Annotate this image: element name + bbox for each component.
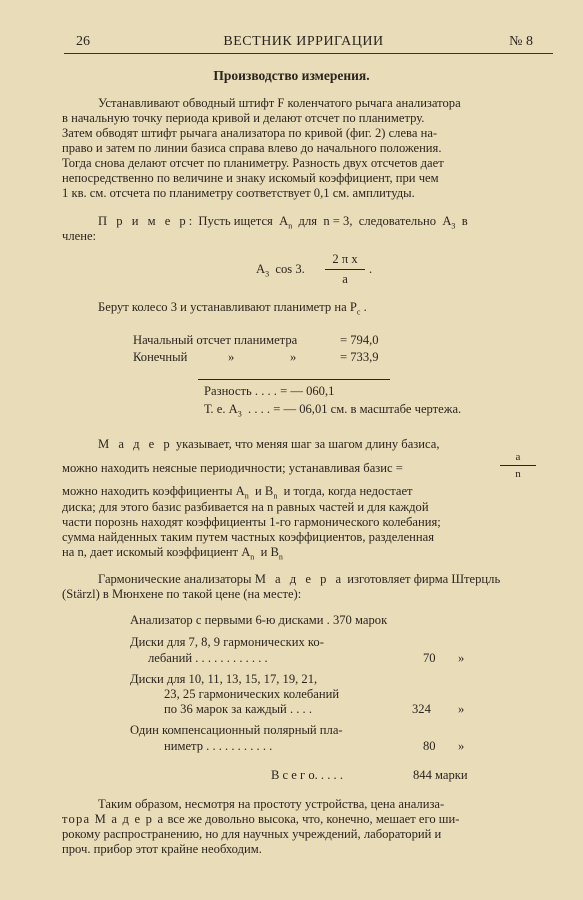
example-text: в (461, 214, 468, 228)
header-rule (64, 53, 553, 54)
para1-line: непосредственно по величине и знаку искомый коэффициент, при чем (62, 171, 439, 185)
para1-line: право и затем по линии базиса справа влево до начального положения. (62, 141, 442, 155)
ditto-mark: » (458, 702, 465, 716)
example-lead: П р и м е р: (98, 214, 196, 228)
berut-end: . (363, 300, 367, 314)
result-text: Т. е. A (204, 402, 238, 416)
para2-line: диска; для этого базис разбивается на n равных частей и для каждой (62, 500, 429, 514)
formula-denominator: a (342, 272, 348, 286)
para1-line: Затем обводят штифт рычага анализатора по кривой (фиг. 2) слева на- (62, 126, 438, 140)
coef-a3: A (442, 214, 452, 228)
para3-line: (Stärzl) в Мюнхене по такой цене (на месте): (62, 587, 302, 601)
price-line: ниметр . . . . . . . . . . . (164, 739, 273, 753)
para4-line: рокому распространению, но для научных учреждений, лабораторий и (62, 827, 442, 841)
difference-line: Разность . . . . = — 060,1 (204, 384, 335, 398)
berut-line (98, 300, 367, 320)
author-name: М а д е р а (254, 572, 345, 586)
para2-text: и B (255, 484, 274, 498)
running-header (64, 34, 543, 52)
ditto-mark: » (458, 651, 465, 665)
price-value: 70 (423, 651, 436, 665)
example-line (98, 214, 468, 234)
para2-line: части порознь находят коэффициенты 1-го гармонического колебания; (62, 515, 441, 529)
para2-line (62, 545, 283, 565)
para1-line: 1 кв. см. отсчета по планиметру соответствует 0,1 см. амплитуды. (62, 186, 415, 200)
coef-a: A (279, 214, 289, 228)
ditto-mark: » (228, 350, 235, 364)
result-text: . . . . = — 06,01 см. в масштабе чертежа. (248, 402, 462, 416)
para2-line: можно находить неясные периодичности; устанавливая базис = (62, 461, 403, 475)
para2-text: и тогда, когда недостает (283, 484, 413, 498)
formula-fraction (325, 252, 365, 287)
ditto-mark: » (458, 739, 465, 753)
para1-line: Тогда снова делают отсчет по планиметру. Разность двух отсчетов дает (62, 156, 444, 170)
base-fraction (498, 451, 538, 480)
para3-line (98, 572, 500, 587)
author-name: М а д е р (98, 437, 173, 451)
para3-text: изготовляет фирма Штерцль (347, 572, 501, 586)
para2-line: сумма найденных таким путем частных коэффициентов, разделенная (62, 530, 435, 544)
example-text: следовательно (358, 214, 437, 228)
price-line: по 36 марок за каждый . . . . (164, 702, 312, 716)
author-name: тора М а д е р а (62, 812, 165, 826)
para4-line: Таким образом, несмотря на простоту устройства, цена анализа- (98, 797, 445, 811)
para4-line (62, 812, 459, 827)
subscript: 3 (265, 269, 270, 279)
initial-reading-label: Начальный отсчет планиметра (133, 333, 298, 347)
example-text: для (298, 214, 318, 228)
subscript: n (250, 552, 255, 562)
para1-line: Устанавливают обводный штифт F коленчатого рычага анализатора (98, 96, 461, 110)
subscript: c (356, 307, 361, 317)
formula-cos: cos 3. (275, 262, 305, 276)
para2-text: и B (260, 545, 279, 559)
fraction-denominator: n (515, 468, 521, 480)
page-number: 26 (76, 34, 90, 49)
berut-text: Берут колесо 3 и устанавливают планиметр на P (98, 300, 357, 314)
price-line: Один компенсационный полярный пла- (130, 723, 343, 737)
initial-reading-value: = 794,0 (340, 333, 379, 347)
para4-line: проч. прибор этот крайне необходим. (62, 842, 262, 856)
journal-title: ВЕСТНИК ИРРИГАЦИИ (223, 34, 384, 49)
formula-left (256, 262, 305, 282)
subscript: n (244, 491, 249, 501)
price-line: 23, 25 гармонических колебаний (164, 687, 340, 701)
example-text: n = 3, (323, 214, 353, 228)
result-line (204, 402, 461, 422)
example-text: Пусть ищется (198, 214, 273, 228)
para2-text: на n, дает искомый коэффициент A (62, 545, 251, 559)
sum-rule (198, 379, 390, 380)
para3-text: Гармонические анализаторы (98, 572, 252, 586)
formula-a: A (256, 262, 266, 276)
formula-numerator: 2 π x (325, 252, 365, 270)
subscript: n (288, 221, 293, 231)
para4-text: все же довольно высока, что, конечно, мешает его ши- (167, 812, 460, 826)
price-line: Анализатор с первыми 6-ю дисками . 370 марок (130, 613, 388, 627)
total-value: 844 марки (413, 768, 468, 782)
fraction-numerator: a (515, 451, 521, 463)
price-value: 80 (423, 739, 436, 753)
subscript: n (278, 552, 283, 562)
final-reading-value: = 733,9 (340, 350, 379, 364)
issue-number: № 8 (509, 34, 533, 49)
price-value: 324 (412, 702, 431, 716)
formula-end: . (369, 262, 373, 276)
price-line: лебаний . . . . . . . . . . . . (148, 651, 268, 665)
para2-line (98, 437, 440, 452)
para2-text: можно находить коэффициенты A (62, 484, 245, 498)
total-label: В с е г о. . . . . (271, 768, 343, 782)
section-title: Производство измерения. (213, 68, 370, 83)
final-reading-label: Конечный (133, 350, 188, 364)
price-line: Диски для 7, 8, 9 гармонических ко- (130, 635, 324, 649)
subscript: 3 (237, 409, 242, 419)
ditto-mark: » (290, 350, 297, 364)
example-line: члене: (62, 229, 97, 243)
subscript: 3 (451, 221, 456, 231)
para1-line: в начальную точку периода кривой и делают отсчет по планиметру. (62, 111, 425, 125)
subscript: n (273, 491, 278, 501)
para2-text: указывает, что меняя шаг за шагом длину базиса, (175, 437, 440, 451)
price-line: Диски для 10, 11, 13, 15, 17, 19, 21, (130, 672, 318, 686)
